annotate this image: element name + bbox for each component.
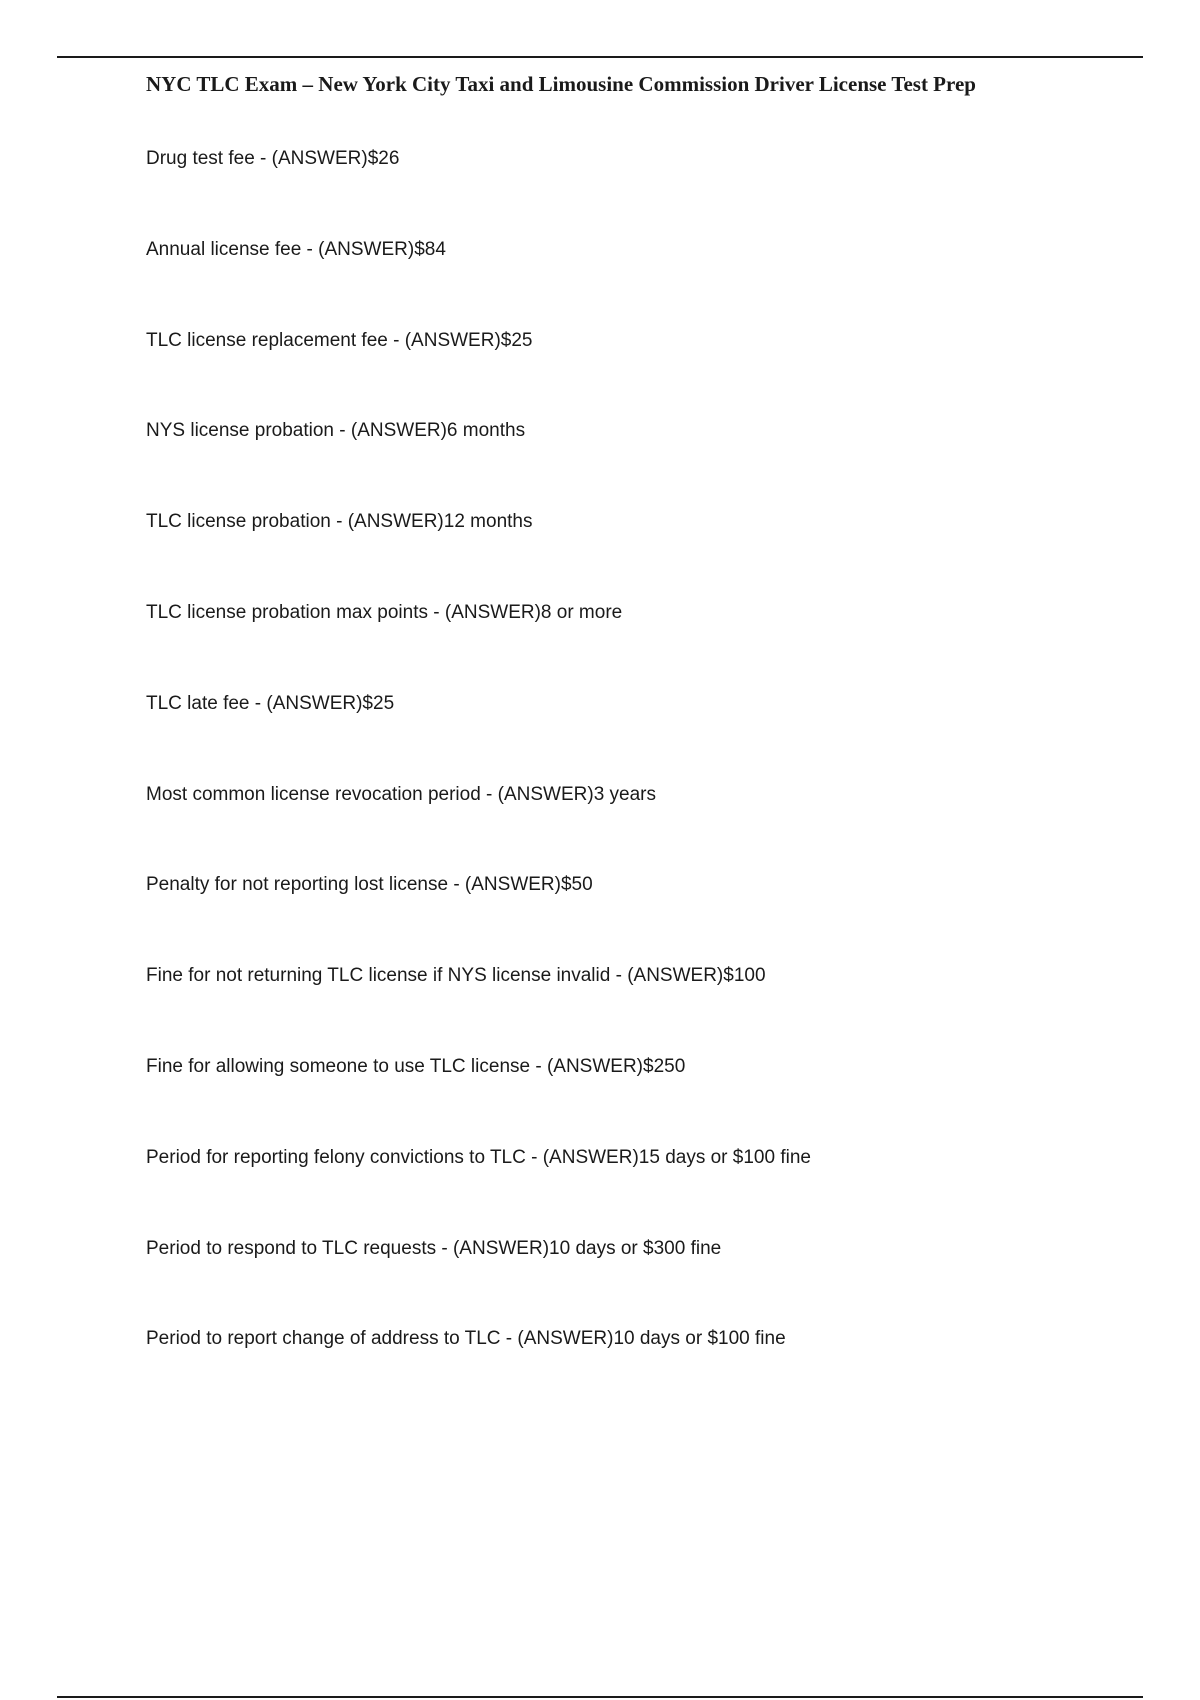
- qa-item: Period to report change of address to TLC - (ANSWER)10 days or $100 fine: [146, 1328, 786, 1350]
- qa-item: TLC license probation - (ANSWER)12 months: [146, 511, 533, 533]
- header-rule: [57, 56, 1143, 58]
- qa-item: Most common license revocation period - (ANSWER)3 years: [146, 783, 657, 805]
- qa-item: Period for reporting felony convictions to TLC - (ANSWER)15 days or $100 fine: [146, 1146, 811, 1168]
- qa-item: TLC late fee - (ANSWER)$25: [146, 692, 395, 714]
- footer-rule: [57, 1696, 1143, 1698]
- qa-item: Fine for not returning TLC license if NYS license invalid - (ANSWER)$100: [146, 965, 766, 987]
- qa-item: Penalty for not reporting lost license - (ANSWER)$50: [146, 874, 593, 896]
- page-title: NYC TLC Exam – New York City Taxi and Limousine Commission Driver License Test Prep: [146, 72, 976, 96]
- qa-item: Annual license fee - (ANSWER)$84: [146, 238, 446, 260]
- qa-item: TLC license replacement fee - (ANSWER)$25: [146, 329, 533, 351]
- qa-item: NYS license probation - (ANSWER)6 months: [146, 420, 526, 442]
- qa-item: Fine for allowing someone to use TLC license - (ANSWER)$250: [146, 1055, 686, 1077]
- qa-item: TLC license probation max points - (ANSWER)8 or more: [146, 601, 623, 623]
- qa-item: Drug test fee - (ANSWER)$26: [146, 148, 400, 169]
- qa-list: [146, 145, 811, 1416]
- qa-item: Period to respond to TLC requests - (ANSWER)10 days or $300 fine: [146, 1237, 722, 1259]
